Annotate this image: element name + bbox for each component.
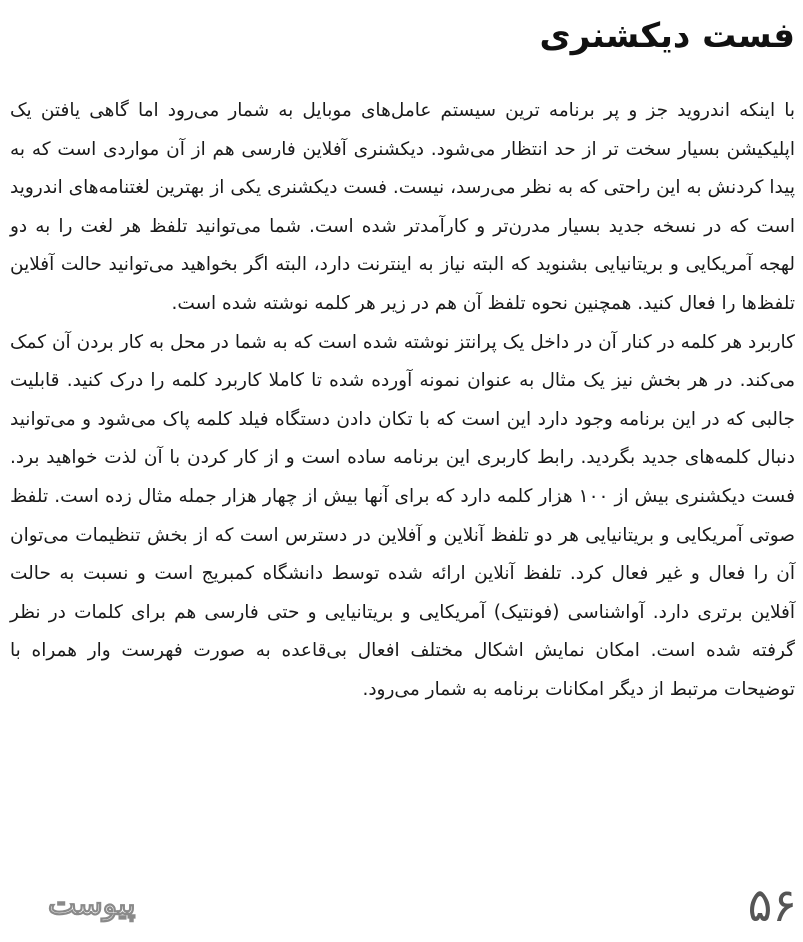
article-title: فست دیکشنری	[539, 16, 795, 56]
page-number: ۵۶	[747, 878, 797, 932]
article-paragraph: کاربرد هر کلمه در کنار آن در داخل یک پرانتز نوشته شده است که به شما در محل به کار بردن آن کمک می‌کند. در هر بخش نیز یک مثال به عنوان نمونه آورده شده تا کاملا کاربرد کلمه را درک کنید. قابلیت جالبی که در این برنامه وجود دارد این است که با تکان دادن دستگاه فیلد کلمه پاک می‌شود و می‌توانید دنبال کلمه‌های جدید بگردید. رابط کاربری این برنامه ساده است و از کار کردن با آن لذت خواهید برد. فست دیکشنری بیش از ۱۰۰ هزار کلمه دارد که برای آنها بیش از چهار هزار جمله مثال زده است. تلفظ صوتی آمریکایی و بریتانیایی هر دو تلفظ آنلاین و آفلاین در دسترس است که از بخش تنظیمات می‌توان آن را فعال و غیر فعال کرد. تلفظ آنلاین ارائه شده توسط دانشگاه کمبریج است و نسبت به حالت آفلاین برتری دارد. آواشناسی (فونتیک) آمریکایی و بریتانیایی و حتی فارسی هم برای کلمات در نظر گرفته شده است. امکان نمایش اشکال مختلف افعال بی‌قاعده به صورت فهرست وار همراه با توضیحات مرتبط از دیگر امکانات برنامه به شمار می‌رود.	[10, 331, 795, 700]
article-body	[10, 92, 795, 710]
article-paragraph: با اینکه اندروید جز و پر برنامه ترین سیستم عامل‌های موبایل به شمار می‌رود اما گاهی یافتن یک اپلیکیشن بسیار سخت تر از حد انتظار می‌شود. دیکشنری آفلاین فارسی هم از آن مواردی است که به پیدا کردنش به این راحتی که به نظر می‌رسد، نیست. فست دیکشنری یکی از بهترین لغتنامه‌های اندروید است که در نسخه جدید بسیار مدرن‌تر و کارآمدتر شده است. شما می‌توانید تلفظ هر لغت را به دو لهجه آمریکایی و بریتانیایی بشنوید که البته نیاز به اینترنت دارد، البته اگر بخواهید می‌توانید حالت آفلاین تلفظ‌ها را فعال کنید. همچنین نحوه تلفظ آن هم در زیر هر کلمه نوشته شده است.	[10, 100, 795, 314]
magazine-logo: پیوست	[48, 887, 136, 922]
